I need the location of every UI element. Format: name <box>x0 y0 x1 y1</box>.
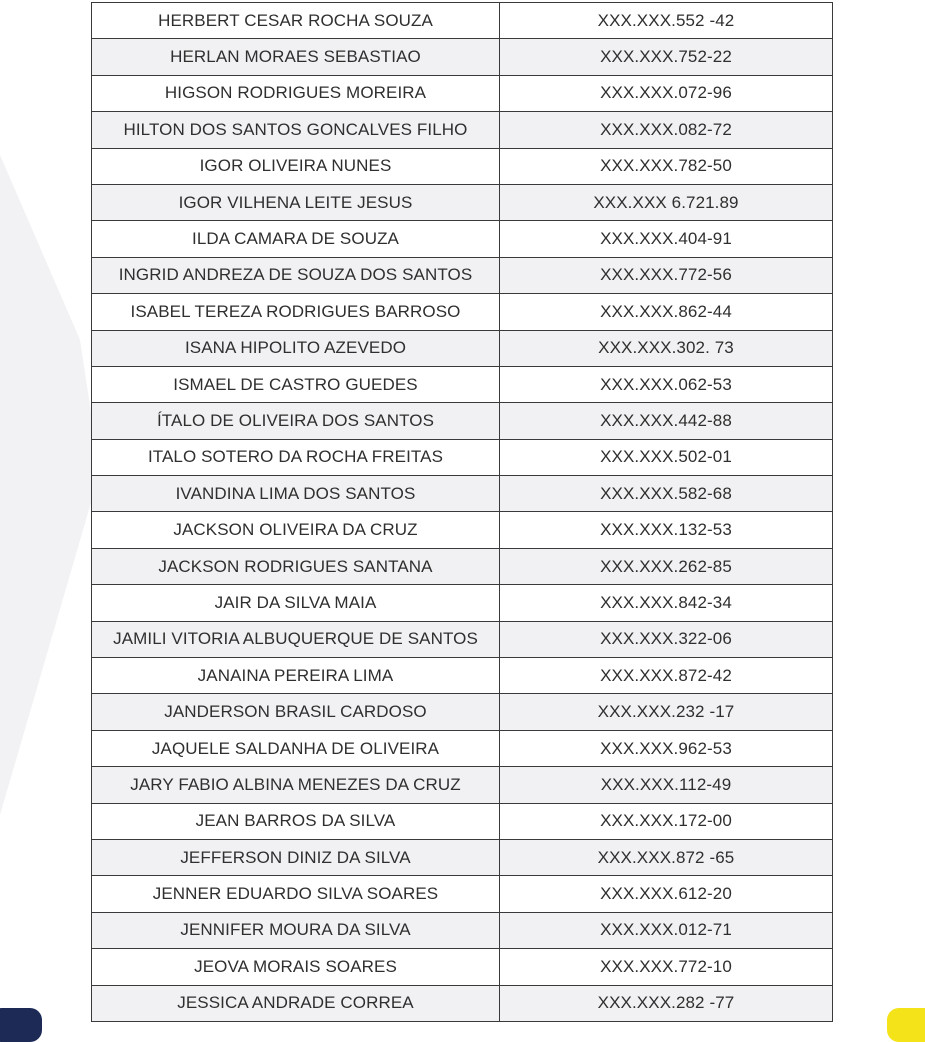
name-cell: HIGSON RODRIGUES MOREIRA <box>92 75 500 111</box>
name-cell: ILDA CAMARA DE SOUZA <box>92 221 500 257</box>
cpf-cell: XXX.XXX.582-68 <box>500 476 833 512</box>
table-row <box>92 512 833 548</box>
table-row <box>92 767 833 803</box>
names-table-body <box>92 3 833 1022</box>
cpf-cell: XXX.XXX.772-56 <box>500 257 833 293</box>
cpf-cell: XXX.XXX.262-85 <box>500 548 833 584</box>
name-cell: JENNER EDUARDO SILVA SOARES <box>92 876 500 912</box>
cpf-cell: XXX.XXX.872 -65 <box>500 839 833 875</box>
table-row <box>92 3 833 39</box>
name-cell: IVANDINA LIMA DOS SANTOS <box>92 476 500 512</box>
name-cell: ISABEL TEREZA RODRIGUES BARROSO <box>92 294 500 330</box>
cpf-cell: XXX.XXX.282 -77 <box>500 985 833 1021</box>
cpf-cell: XXX.XXX.552 -42 <box>500 3 833 39</box>
name-cell: IGOR OLIVEIRA NUNES <box>92 148 500 184</box>
cpf-cell: XXX.XXX.752-22 <box>500 39 833 75</box>
name-cell: JAQUELE SALDANHA DE OLIVEIRA <box>92 730 500 766</box>
table-row <box>92 257 833 293</box>
table-row <box>92 330 833 366</box>
name-cell: ITALO SOTERO DA ROCHA FREITAS <box>92 439 500 475</box>
name-cell: INGRID ANDREZA DE SOUZA DOS SANTOS <box>92 257 500 293</box>
cpf-cell: XXX.XXX.404-91 <box>500 221 833 257</box>
table-row <box>92 985 833 1021</box>
name-cell: ISMAEL DE CASTRO GUEDES <box>92 366 500 402</box>
name-cell: HERBERT CESAR ROCHA SOUZA <box>92 3 500 39</box>
table-row <box>92 184 833 220</box>
cpf-cell: XXX.XXX.232 -17 <box>500 694 833 730</box>
cpf-cell: XXX.XXX.082-72 <box>500 112 833 148</box>
name-cell: JEFFERSON DINIZ DA SILVA <box>92 839 500 875</box>
table-row <box>92 403 833 439</box>
cpf-cell: XXX.XXX.132-53 <box>500 512 833 548</box>
cpf-cell: XXX.XXX.772-10 <box>500 949 833 985</box>
table-row <box>92 949 833 985</box>
name-cell: JAIR DA SILVA MAIA <box>92 585 500 621</box>
table-row <box>92 476 833 512</box>
table-row <box>92 548 833 584</box>
cpf-cell: XXX.XXX.062-53 <box>500 366 833 402</box>
table-row <box>92 221 833 257</box>
table-row <box>92 621 833 657</box>
table-row <box>92 694 833 730</box>
cpf-cell: XXX.XXX.442-88 <box>500 403 833 439</box>
name-cell: JARY FABIO ALBINA MENEZES DA CRUZ <box>92 767 500 803</box>
name-cell: IGOR VILHENA LEITE JESUS <box>92 184 500 220</box>
cpf-cell: XXX.XXX.172-00 <box>500 803 833 839</box>
name-cell: ÍTALO DE OLIVEIRA DOS SANTOS <box>92 403 500 439</box>
names-table <box>91 2 833 1022</box>
cpf-cell: XXX.XXX.612-20 <box>500 876 833 912</box>
table-row <box>92 876 833 912</box>
name-cell: HERLAN MORAES SEBASTIAO <box>92 39 500 75</box>
name-cell: JANAINA PEREIRA LIMA <box>92 658 500 694</box>
cpf-cell: XXX.XXX.502-01 <box>500 439 833 475</box>
cpf-cell: XXX.XXX.862-44 <box>500 294 833 330</box>
name-cell: JESSICA ANDRADE CORREA <box>92 985 500 1021</box>
table-row <box>92 294 833 330</box>
cpf-cell: XXX.XXX.072-96 <box>500 75 833 111</box>
cpf-cell: XXX.XXX.112-49 <box>500 767 833 803</box>
name-cell: JACKSON OLIVEIRA DA CRUZ <box>92 512 500 548</box>
name-cell: JACKSON RODRIGUES SANTANA <box>92 548 500 584</box>
yellow-corner-accent <box>887 1008 925 1042</box>
table-row <box>92 839 833 875</box>
cpf-cell: XXX.XXX.872-42 <box>500 658 833 694</box>
table-row <box>92 366 833 402</box>
table-row <box>92 912 833 948</box>
table-row <box>92 585 833 621</box>
name-cell: JEOVA MORAIS SOARES <box>92 949 500 985</box>
table-row <box>92 730 833 766</box>
name-cell: JEAN BARROS DA SILVA <box>92 803 500 839</box>
name-cell: JAMILI VITORIA ALBUQUERQUE DE SANTOS <box>92 621 500 657</box>
cpf-cell: XXX.XXX 6.721.89 <box>500 184 833 220</box>
table-row <box>92 75 833 111</box>
cpf-cell: XXX.XXX.962-53 <box>500 730 833 766</box>
name-cell: HILTON DOS SANTOS GONCALVES FILHO <box>92 112 500 148</box>
table-row <box>92 148 833 184</box>
cpf-cell: XXX.XXX.302. 73 <box>500 330 833 366</box>
name-cell: JANDERSON BRASIL CARDOSO <box>92 694 500 730</box>
cpf-cell: XXX.XXX.842-34 <box>500 585 833 621</box>
table-row <box>92 112 833 148</box>
table-row <box>92 439 833 475</box>
name-cell: JENNIFER MOURA DA SILVA <box>92 912 500 948</box>
name-cell: ISANA HIPOLITO AZEVEDO <box>92 330 500 366</box>
cpf-cell: XXX.XXX.322-06 <box>500 621 833 657</box>
cpf-cell: XXX.XXX.012-71 <box>500 912 833 948</box>
cpf-cell: XXX.XXX.782-50 <box>500 148 833 184</box>
table-row <box>92 658 833 694</box>
table-row <box>92 39 833 75</box>
navy-corner-accent <box>0 1008 42 1042</box>
table-row <box>92 803 833 839</box>
